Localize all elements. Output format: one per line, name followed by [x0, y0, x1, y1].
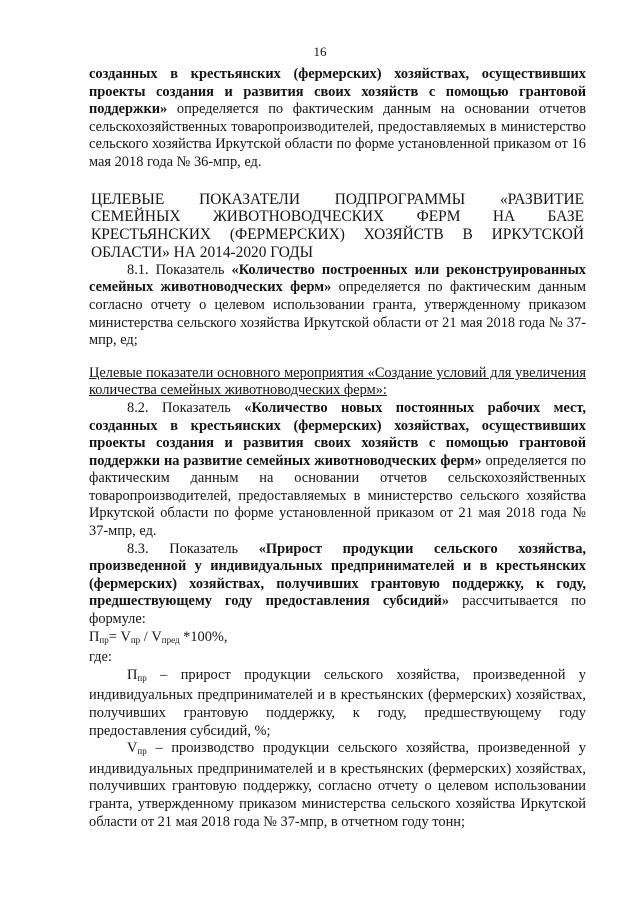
bold-phrase: «Прирост продукции сельского хозяйства, произведенной у индивидуальных предпринимателей и в крестьянских (фермерских) хозяйствах, получивших грантовую поддержку, к году, предшествующему году предоставления субсидий»	[89, 540, 586, 610]
document-body	[89, 66, 586, 831]
paragraph-8-1: 8.1. Показатель «Количество построенных или реконструированных семейных животноводческих ферм» определяется по фактическим данным согласно отчету о целевом использовании гранта, утвержденному приказом министерства сельского хозяйства Иркутской области от 21 мая 2018 года № 37-мпр, ед;	[89, 261, 586, 349]
paragraph-8-2: 8.2. Показатель «Количество новых постоянных рабочих мест, созданных в крестьянских (фермерских) хозяйствах, осуществивших проекты создания и развития своих хозяйств с помощью грантовой поддержки на развитие семейных животноводческих ферм» определяется по фактическим данным на основании отчетов сельскохозяйственных товаропроизводителей, предоставляемых в министерство сельского хозяйства Иркутской области по форме установленной приказом от 21 мая 2018 года № 37-мпр, ед.	[89, 399, 586, 540]
definition-p: $П_{пр}$ – прирост продукции сельского хозяйства, произведенной у индивидуальных предпринимателей и в крестьянских (фермерских) хозяйствах, получивших грантовую поддержку, к году, предшествующему году предоставления субсидий, %;	[89, 666, 586, 739]
paragraph-continuation: созданных в крестьянских (фермерских) хозяйствах, осуществивших проекты создания и развития своих хозяйств с помощью грантовой поддержки» определяется по фактическим данным на основании отчетов сельскохозяйственных товаропроизводителей, предоставляемых в министерство сельского хозяйства Иркутской области по форме установленной приказом от 16 мая 2018 года № 36-мпр, ед.	[89, 66, 586, 170]
bold-phrase: «Количество построенных или реконструированных семейных животноводческих ферм»	[89, 261, 586, 296]
section-heading: ЦЕЛЕВЫЕ ПОКАЗАТЕЛИ ПОДПРОГРАММЫ «РАЗВИТИЕ СЕМЕЙНЫХ ЖИВОТНОВОДЧЕСКИХ ФЕРМ НА БАЗЕ КРЕСТЬЯНСКИХ (ФЕРМЕРСКИХ) ХОЗЯЙСТВ В ИРКУТСКОЙ ОБЛАСТИ» НА 2014-2020 ГОДЫ	[91, 190, 584, 261]
where-label: где:	[89, 649, 112, 666]
definition-v: $V_{пр}$ – производство продукции сельского хозяйства, произведенной у индивидуальных предпринимателей и в крестьянских (фермерских) хозяйствах, получивших грантовую поддержку, согласно отчету о целевом использовании гранта, утвержденному приказом министерства сельского хозяйства Иркутской области от 21 мая 2018 года № 37-мпр, в отчетном году тонн;	[89, 740, 586, 830]
paragraph-8-3: 8.3. Показатель «Прирост продукции сельского хозяйства, произведенной у индивидуальных предпринимателей и в крестьянских (фермерских) хозяйствах, получивших грантовую поддержку, к году, предшествующему году предоставления субсидий» рассчитывается по формуле:	[89, 540, 586, 628]
page-number: 16	[313, 44, 327, 59]
formula: $П_{пр}= V_{пр} / V_{пред}$ *100%,	[89, 628, 228, 645]
bold-phrase: созданных в крестьянских (фермерских) хозяйствах, осуществивших проекты создания и развития своих хозяйств с помощью грантовой поддержки»	[89, 66, 586, 118]
bold-phrase: «Количество новых постоянных рабочих мест, созданных в крестьянских (фермерских) хозяйствах, осуществивших проекты создания и развития своих хозяйств с помощью грантовой поддержки на развитие семейных животноводческих ферм»	[89, 399, 586, 469]
sub-heading: Целевые показатели основного мероприятия «Создание условий для увеличения количества семейных животноводческих ферм»:	[89, 364, 586, 399]
